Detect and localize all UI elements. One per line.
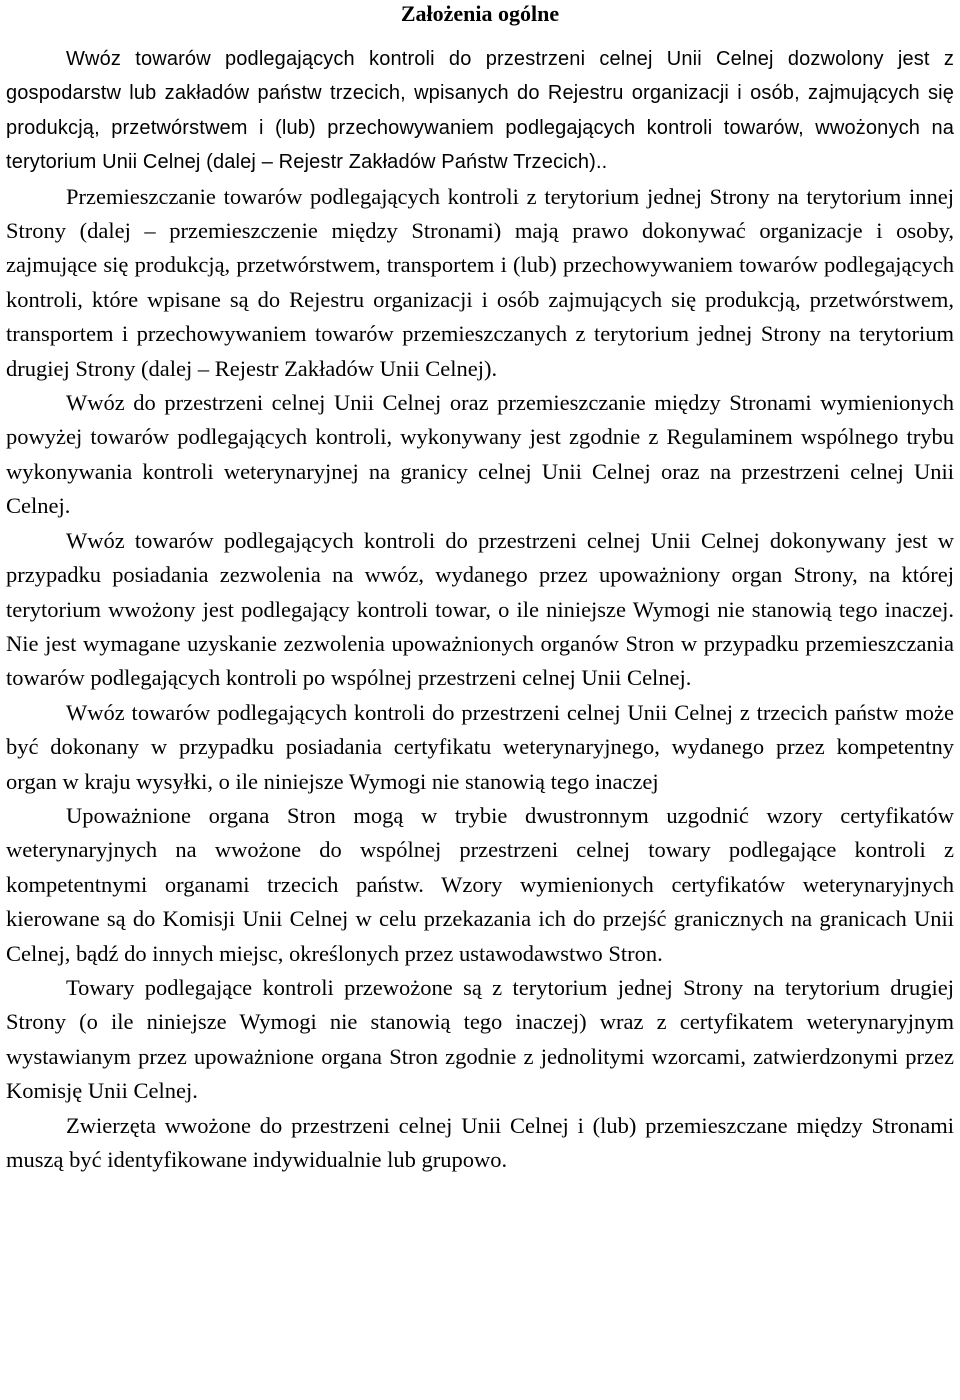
paragraph-animal-identification: Zwierzęta wwożone do przestrzeni celnej Unii Celnej i (lub) przemieszczane między Stronami muszą być identyfikowane indywidualnie lub grupowo. (6, 1112, 954, 1172)
paragraph-regulation-reference: Wwóz do przestrzeni celnej Unii Celnej oraz przemieszczanie między Stronami wymienionych powyżej towarów podlegających kontroli, wykonywany jest zgodnie z Regulaminem wspólnego trybu wykonywania kontroli weterynaryjnej na granicy celnej Unii Celnej oraz na przestrzeni celnej Unii Celnej. (6, 390, 954, 519)
paragraph-veterinary-certificate: Wwóz towarów podlegających kontroli do przestrzeni celnej Unii Celnej z trzecich państw może być dokonany w przypadku posiadania certyfikatu weterynaryjnego, wydanego przez kompetentny organ w kraju wysyłki, o ile niniejsze Wymogi nie stanowią tego inaczej (6, 699, 954, 794)
paragraph-certificate-templates: Upoważnione organa Stron mogą w trybie dwustronnym uzgodnić wzory certyfikatów weterynaryjnych na wwożone do wspólnej przestrzeni celnej towary podlegające kontroli z kompetentnymi organami trzecich państw. Wzory wymienionych certyfikatów weterynaryjnych kierowane są do Komisji Unii Celnej w celu przekazania ich do przejść granicznych na granicach Unii Celnej, bądź do innych miejsc, określonych przez ustawodawstwo Stron. (6, 802, 954, 966)
paragraph-import-permit: Wwóz towarów podlegających kontroli do przestrzeni celnej Unii Celnej dokonywany jest w przypadku posiadania zezwolenia na wwóz, wydanego przez upoważniony organ Strony, na której terytorium wwożony jest podlegający kontroli towar, o ile niniejsze Wymogi nie stanowią tego inaczej. Nie jest wymagane uzyskanie zezwolenia upoważnionych organów Stron w przypadku przemieszczania towarów podlegających kontroli po wspólnej przestrzeni celnej Unii Celnej. (6, 527, 954, 691)
paragraph-transport-with-certificate: Towary podlegające kontroli przewożone są z terytorium jednej Strony na terytorium drugiej Strony (o ile niniejsze Wymogi nie stanowią tego inaczej) wraz z certyfikatem weterynaryjnym wystawianym przez upoważnione organa Stron zgodnie z jednolitymi wzorcami, zatwierdzonymi przez Komisję Unii Celnej. (6, 974, 954, 1104)
document-title: Założenia ogólne (400, 1, 560, 26)
paragraph-import-third-countries: Wwóz towarów podlegających kontroli do przestrzeni celnej Unii Celnej dozwolony jest z gospodarstw lub zakładów państw trzecich, wpisanych do Rejestru organizacji i osób, zajmujących się produkcją, przetwórstwem i (lub) przechowywaniem podlegających kontroli towarów, wwożonych na terytorium Unii Celnej (dalej – Rejestr Zakładów Państw Trzecich).. (6, 48, 954, 174)
paragraph-movement-between-parties: Przemieszczanie towarów podlegających kontroli z terytorium jednej Strony na terytorium innej Strony (dalej – przemieszczenie między Stronami) mają prawo dokonywać organizacje i osoby, zajmujące się produkcją, przetwórstwem, transportem i (lub) przechowywaniem towarów podlegających kontroli, które wpisane są do Rejestru organizacji i osób zajmujących się produkcją, przetwórstwem, transportem i przechowywaniem towarów przemieszczanych z terytorium jednej Strony na terytorium drugiej Strony (dalej – Rejestr Zakładów Unii Celnej). (6, 183, 954, 381)
